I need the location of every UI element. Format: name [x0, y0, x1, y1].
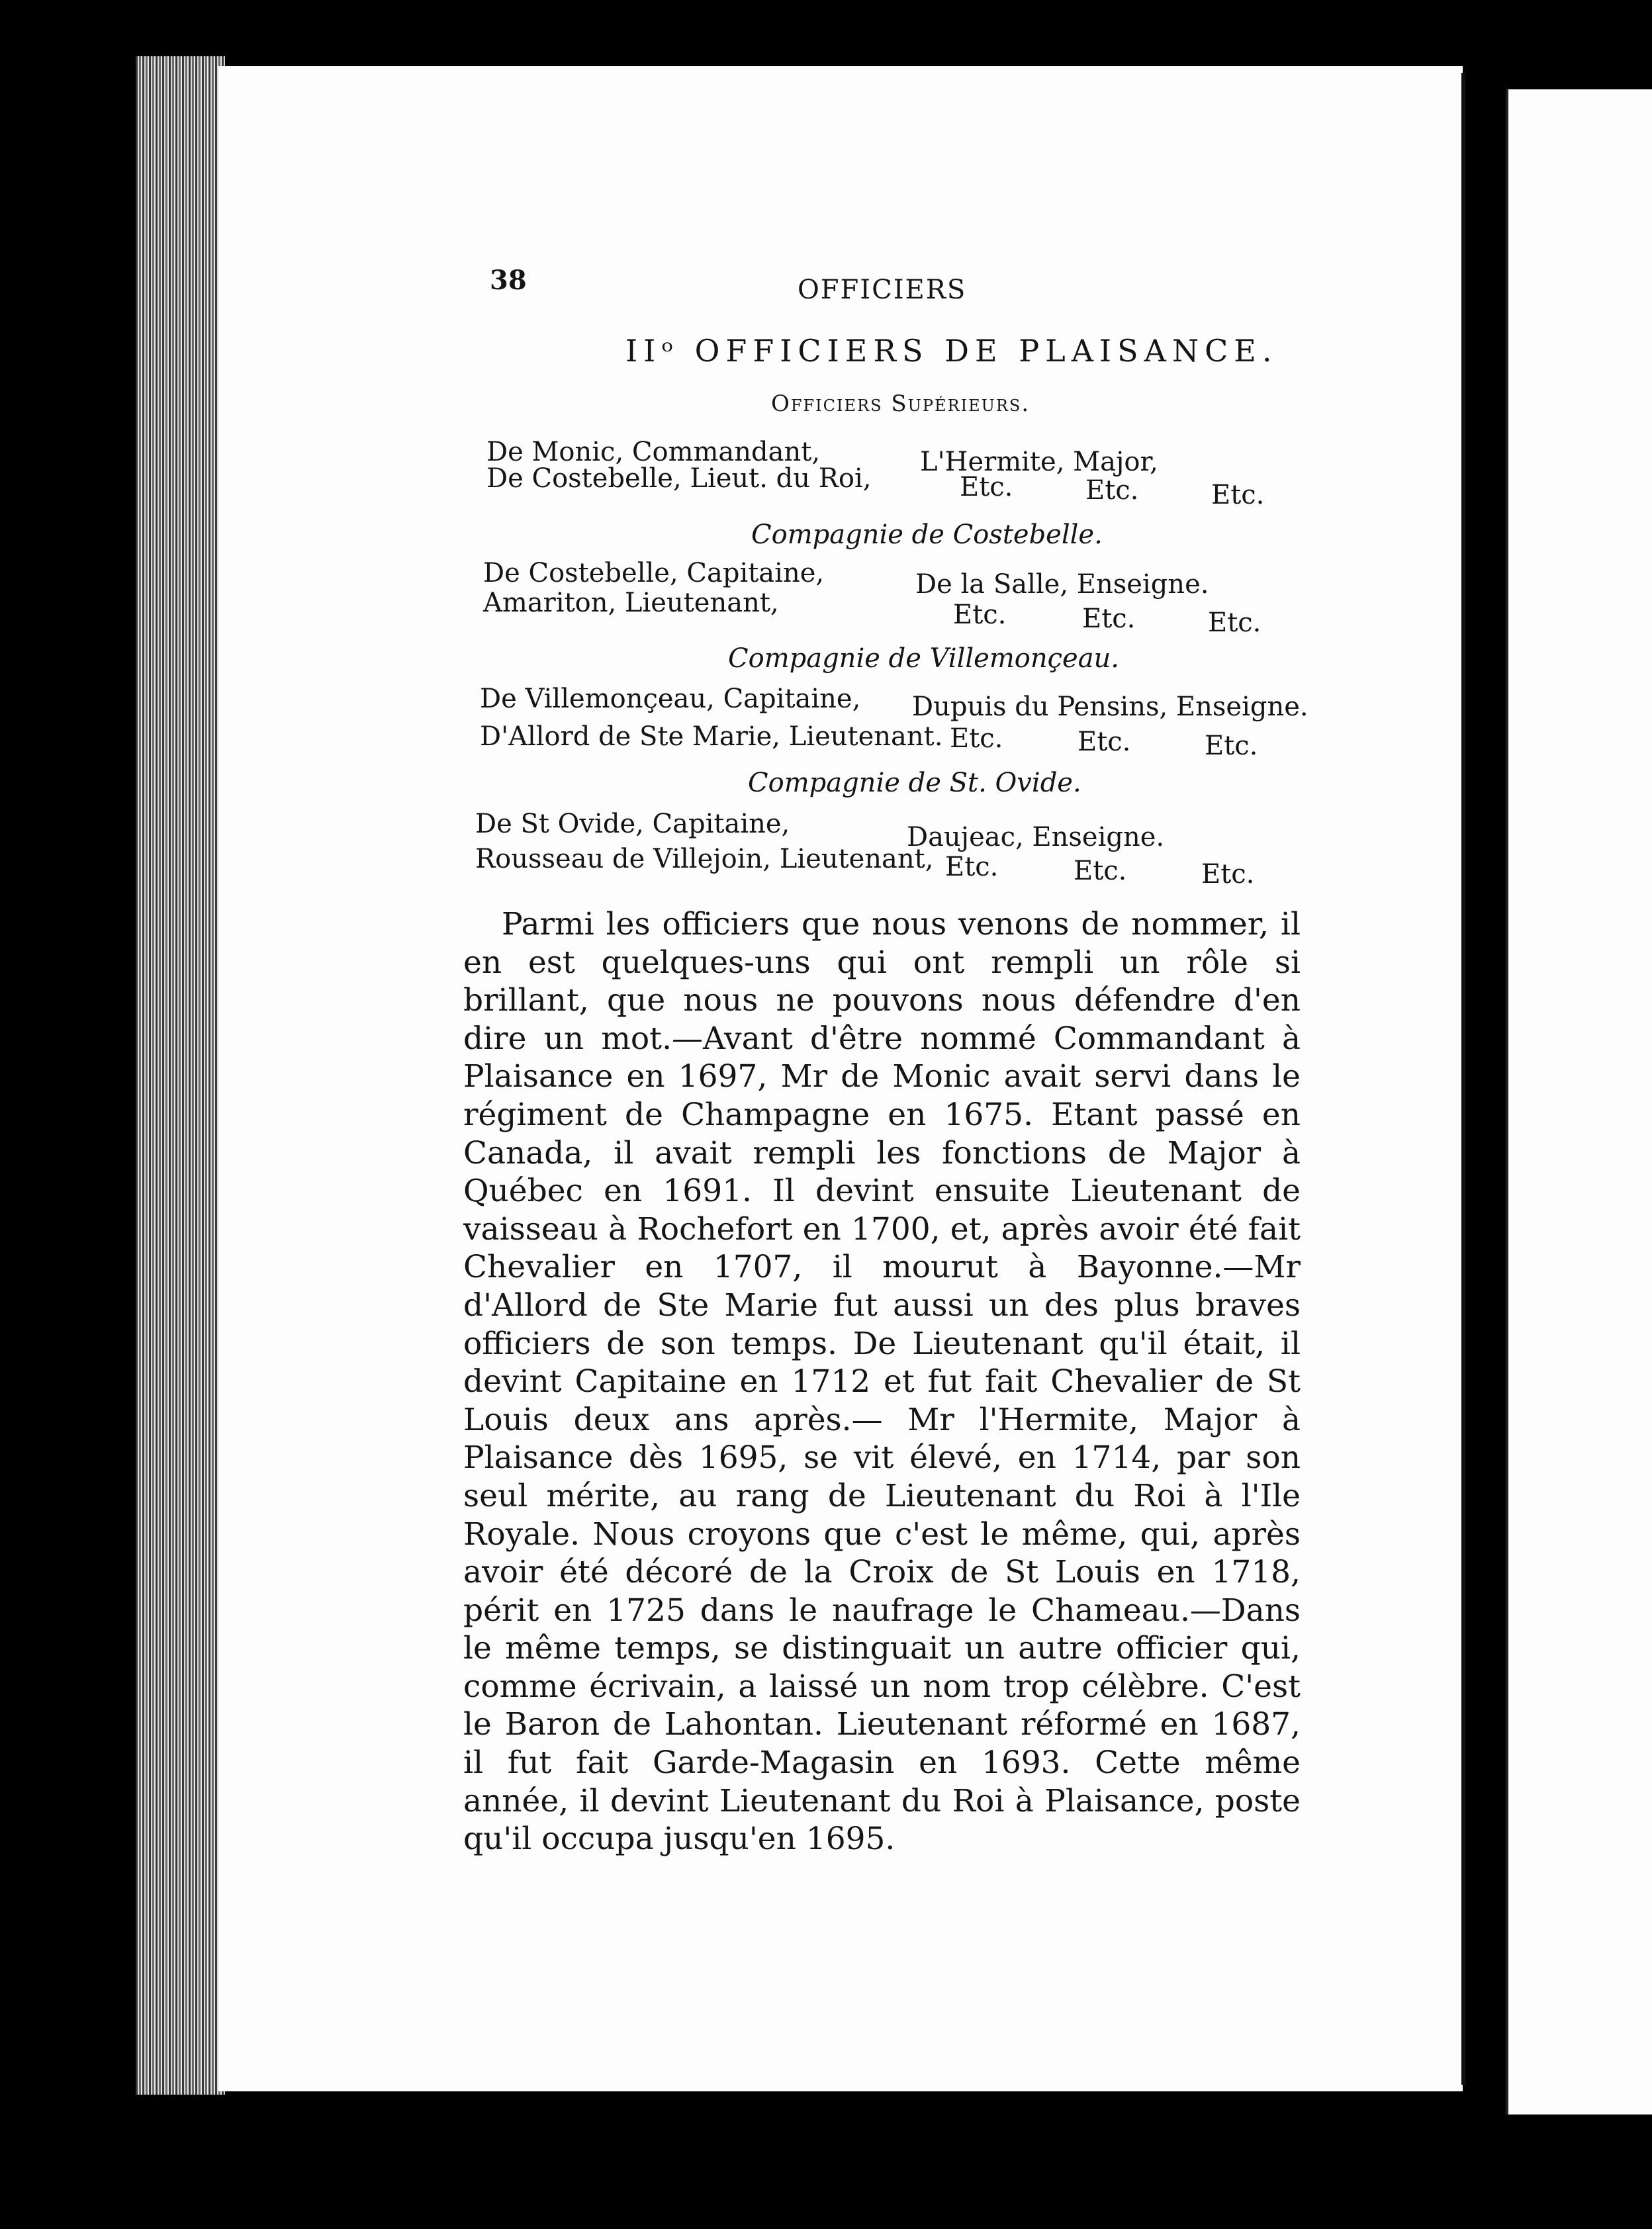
roster-right-line: Daujeac, Enseigne. [907, 822, 1165, 852]
company-title: Compagnie de St. Ovide. [748, 768, 1081, 798]
etc-label: Etc. [950, 723, 1003, 754]
roster-left-line: De Costebelle, Lieut. du Roi, [486, 463, 872, 494]
roster-right-line: De la Salle, Enseigne. [915, 569, 1209, 600]
page-number: 38 [490, 265, 527, 296]
etc-label: Etc. [1201, 859, 1255, 889]
page-edges [136, 56, 225, 2095]
etc-label: Etc. [1074, 856, 1127, 886]
roster-left-line: D'Allord de Ste Marie, Lieutenant. [480, 721, 943, 752]
section-title: IIᵒ OFFICIERS DE PLAISANCE. [625, 333, 1278, 369]
etc-label: Etc. [953, 600, 1007, 630]
etc-label: Etc. [1208, 608, 1262, 638]
roster-right-line: Dupuis du Pensins, Enseigne. [912, 692, 1308, 722]
etc-label: Etc. [1085, 475, 1139, 506]
gutter-line [1461, 73, 1465, 2085]
roster-left-line: De Costebelle, Capitaine, [483, 558, 825, 588]
company-title: Compagnie de Villemonçeau. [728, 643, 1120, 674]
roster-left-line: Amariton, Lieutenant, [483, 588, 779, 618]
body-paragraph: Parmi les officiers que nous venons de nommer, il en est quelques-uns qui ont rempli un rôle si brillant, que nous ne pouvons nous défendre d'en dire un mot.—Avant d'être nommé Commandant à Plaisance en 1697, Mr de Monic avait servi dans le régiment de Champagne en 1675. Etant passé en Canada, il avait rempli les fonctions de Major à Québec en 1691. Il devint ensuite Lieutenant de vaisseau à Rochefort en 1700, et, après avoir été fait Chevalier en 1707, il mourut à Bayonne.—Mr d'Allord de Ste Marie fut aussi un des plus braves officiers de son temps. De Lieutenant qu'il était, il devint Capitaine en 1712 et fut fait Chevalier de St Louis deux ans après.— Mr l'Hermite, Major à Plaisance dès 1695, se vit élevé, en 1714, par son seul mérite, au rang de Lieutenant du Roi à l'Ile Royale. Nous croyons que c'est le même, qui, après avoir été décoré de la Croix de St Louis en 1718, périt en 1725 dans le naufrage le Chameau.—Dans le même temps, se distinguait un autre officier qui, comme écrivain, a laissé un nom trop célèbre. C'est le Baron de Lahontan. Lieutenant réformé en 1687, il fut fait Garde-Magasin en 1693. Cette même année, il devint Lieutenant du Roi à Plaisance, poste qu'il occupa jusqu'en 1695. [463, 906, 1301, 1858]
etc-label: Etc. [945, 852, 999, 882]
etc-label: Etc. [1078, 727, 1131, 757]
running-head: OFFICIERS [798, 275, 967, 305]
facing-page [1506, 89, 1652, 2115]
etc-label: Etc. [1211, 480, 1265, 510]
etc-label: Etc. [1205, 731, 1258, 761]
group-title: Officiers Supérieurs. [771, 390, 1031, 417]
etc-label: Etc. [1082, 604, 1136, 634]
roster-left-line: De Monic, Commandant, [486, 437, 821, 467]
etc-label: Etc. [960, 472, 1013, 502]
roster-right-line: L'Hermite, Major, [920, 447, 1158, 477]
roster-left-line: De St Ovide, Capitaine, [475, 809, 790, 839]
roster-left-line: De Villemonçeau, Capitaine, [480, 684, 861, 714]
roster-left-line: Rousseau de Villejoin, Lieutenant, [475, 844, 934, 874]
company-title: Compagnie de Costebelle. [751, 520, 1103, 550]
